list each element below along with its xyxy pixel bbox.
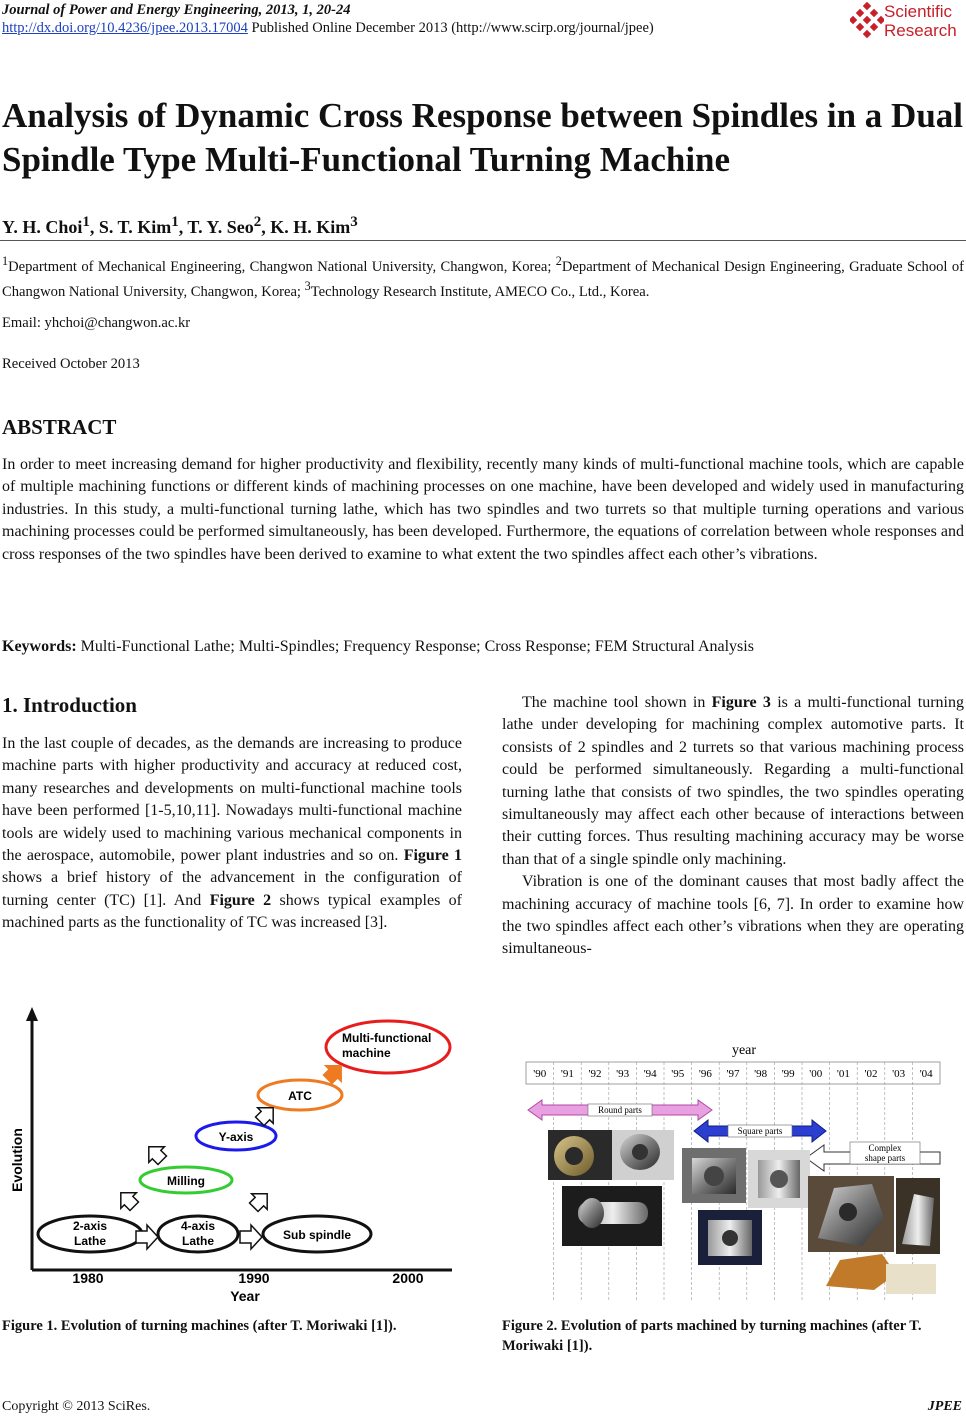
abstract-heading: ABSTRACT	[2, 415, 117, 439]
arrow-right-icon	[240, 1225, 262, 1249]
author-name: K. H. Kim	[270, 217, 351, 237]
node-label: Sub spindle	[282, 1228, 352, 1242]
intro-paragraph	[2, 733, 462, 935]
affil-sup: 3	[304, 279, 311, 294]
figure-1-evolution-diagram	[2, 1005, 462, 1307]
node-label: 4-axis	[180, 1219, 216, 1233]
square-parts-photo	[682, 1148, 810, 1265]
author-email: Email: yhchoi@changwon.ac.kr	[2, 315, 191, 331]
author-affil-sup: 1	[82, 214, 90, 230]
year-tick-label: '99	[781, 1068, 795, 1080]
body-text: Vibration is one of the dominant causes that most badly affect the machining accuracy of machine tools [6, 7]. In order to examine how the two spindles affect each other’s vibrations when they are operating simultaneous-	[502, 873, 964, 958]
year-tick-label: '91	[560, 1068, 574, 1080]
figure-ref: Figure 2	[209, 891, 272, 909]
node-label: Lathe	[73, 1234, 107, 1248]
intro-heading: 1. Introduction	[2, 693, 137, 717]
logo-text-1: Scientific	[884, 2, 953, 21]
intro-text: shows typical examples of machined parts as the functionality of TC was increased [3].	[2, 891, 463, 932]
affil-1: Department of Mechanical Engineering, Changwon National University, Changwon, Korea;	[8, 258, 556, 275]
logo-mark-icon	[850, 2, 884, 40]
keywords-label: Keywords:	[2, 638, 77, 655]
year-tick-label: '96	[698, 1068, 712, 1080]
affil-2: Department of Mechanical Design Engineering, Graduate School of Changwon National University, Changwon, Korea;	[2, 258, 964, 301]
figure-2-caption: Figure 2. Evolution of parts machined by turning machines (after T. Moriwaki [1]).	[502, 1318, 922, 1354]
copyright: Copyright © 2013 SciRes.	[2, 1399, 151, 1414]
figure-2-parts-timeline	[522, 1038, 942, 1303]
y-axis-label: Evolution	[9, 1128, 25, 1192]
round-parts-photo	[548, 1130, 674, 1246]
year-tick-label: '90	[533, 1068, 547, 1080]
abstract-text: In order to meet increasing demand for higher productivity and flexibility, recently many kinds of multi-functional machine tools, which are capable of multiple machining functions or different kinds of machining processes on one machine, have been developed and widely used in manufacturing industries. In this study, a multi-functional turning lathe, which has two spindles and two turrets so that multiple turning operations and various machining processes could be performed simultaneously, has been developed. Furthermore, the equations of correlation between whole responses and cross responses of the two spindles have been derived to examine to what extent the two spindles affect each other’s vibrations.	[2, 456, 964, 563]
complex-parts-photo	[808, 1176, 940, 1294]
round-parts-label: Round parts	[598, 1105, 642, 1115]
year-tick-label: '94	[643, 1068, 657, 1080]
volume-info: , 2013, 1, 20-24	[258, 2, 351, 18]
author-affil-sup: 2	[253, 214, 262, 230]
x-tick-label: 1990	[238, 1270, 270, 1286]
body-text: The machine tool shown in	[522, 694, 712, 711]
year-tick-label: '02	[864, 1068, 878, 1080]
node-label: Lathe	[181, 1234, 215, 1248]
complex-parts-label: shape parts	[864, 1153, 906, 1163]
author-affil-sup: 3	[350, 214, 358, 230]
square-parts-label: Square parts	[737, 1126, 783, 1136]
right-column	[502, 692, 964, 961]
doi-link[interactable]: http://dx.doi.org/10.4236/jpee.2013.17004	[2, 20, 248, 36]
y-axis-arrowhead	[26, 1007, 38, 1021]
year-tick-label: '00	[809, 1068, 823, 1080]
complex-parts-label: Complex	[868, 1143, 902, 1153]
arrow-up-right-icon	[141, 1139, 170, 1168]
x-axis-label: Year	[230, 1288, 260, 1304]
year-tick-label: '97	[726, 1068, 740, 1080]
affil-3: Technology Research Institute, AMECO Co., Ltd., Korea.	[310, 284, 650, 301]
journal-header	[2, 2, 350, 19]
figure-1-caption: Figure 1. Evolution of turning machines (after T. Moriwaki [1]).	[2, 1318, 397, 1334]
intro-text: In the last couple of decades, as the demands are increasing to produce machine parts with higher productivity and accuracy at reduced cost, many researches and developments on multi-functional machine tools have been performed [1-5,10,11]. Nowadays multi-functional machine tools are widely used to machining various mechanical components in the aerospace, automobile, power plant industries and so on.	[2, 735, 462, 865]
journal-name: Journal of Power and Energy Engineering	[2, 2, 259, 18]
x-tick-label: 1980	[72, 1270, 104, 1286]
node-label: Y-axis	[218, 1130, 254, 1144]
author-list: Y. H. Choi$^1$, S. T. Kim$^1$, T. Y. Seo$^2$, K. H. Kim$^3$	[2, 214, 358, 237]
paragraph	[502, 692, 964, 871]
published-online: Published Online December 2013 (http://www.scirp.org/journal/jpee)	[247, 20, 654, 36]
author-affil-sup: 1	[171, 214, 179, 230]
year-tick-label: '03	[892, 1068, 906, 1080]
author-name: Y. H. Choi	[2, 217, 83, 237]
figure-2-title: year	[731, 1043, 757, 1058]
affil-sup: 2	[555, 254, 562, 268]
figure-ref: Figure 3	[711, 694, 771, 711]
keywords-list: Multi-Functional Lathe; Multi-Spindles; Frequency Response; Cross Response; FEM Structural Analysis	[76, 638, 754, 655]
body-text: is a multi-functional turning lathe under developing for machining complex automotive parts. It consists of 2 spindles and 2 turrets so that various machining process could be performed simultaneously. Regarding a multi-functional turning lathe that consists of two spindles, the two spindles operating simultaneously may affect each other because of interactions between their cutting forces. Thus resulting machining accuracy may be worse than that of a single spindle only machining.	[502, 694, 964, 868]
scientific-research-logo	[850, 2, 966, 42]
figure-ref: Figure 1	[403, 847, 463, 865]
year-tick-label: '93	[616, 1068, 630, 1080]
node-label: Milling	[167, 1174, 205, 1188]
author-name: S. T. Kim	[98, 217, 172, 237]
year-tick-label: '95	[671, 1068, 685, 1080]
affiliations	[2, 252, 964, 303]
x-tick-label: 2000	[392, 1270, 424, 1286]
paragraph	[502, 871, 964, 961]
paper-title: Analysis of Dynamic Cross Response between Spindles in a Dual Spindle Type Multi-Functional Turning Machine	[2, 96, 964, 179]
journal-abbreviation: JPEE	[927, 1399, 962, 1414]
year-tick-label: '92	[588, 1068, 602, 1080]
received-date: Received October 2013	[2, 356, 140, 372]
arrow-up-left-icon	[246, 1186, 275, 1215]
doi-line	[2, 20, 654, 37]
author-name: T. Y. Seo	[187, 217, 254, 237]
year-tick-label: '98	[754, 1068, 768, 1080]
intro-text: shows a brief history of the advancement in the configuration of turning center (TC) [1]. And	[2, 869, 462, 909]
arrow-up-right-icon	[113, 1185, 142, 1214]
node-label: ATC	[288, 1089, 312, 1103]
logo-text-2: Research	[884, 21, 957, 40]
year-tick-label: '01	[836, 1068, 850, 1080]
year-tick-label: '04	[919, 1068, 933, 1080]
node-label: Multi-functional	[342, 1031, 432, 1045]
node-label: 2-axis	[72, 1219, 108, 1233]
title-divider	[0, 240, 966, 241]
keywords	[2, 638, 964, 656]
node-label: machine	[342, 1046, 391, 1060]
affil-sup: 1	[2, 254, 9, 268]
